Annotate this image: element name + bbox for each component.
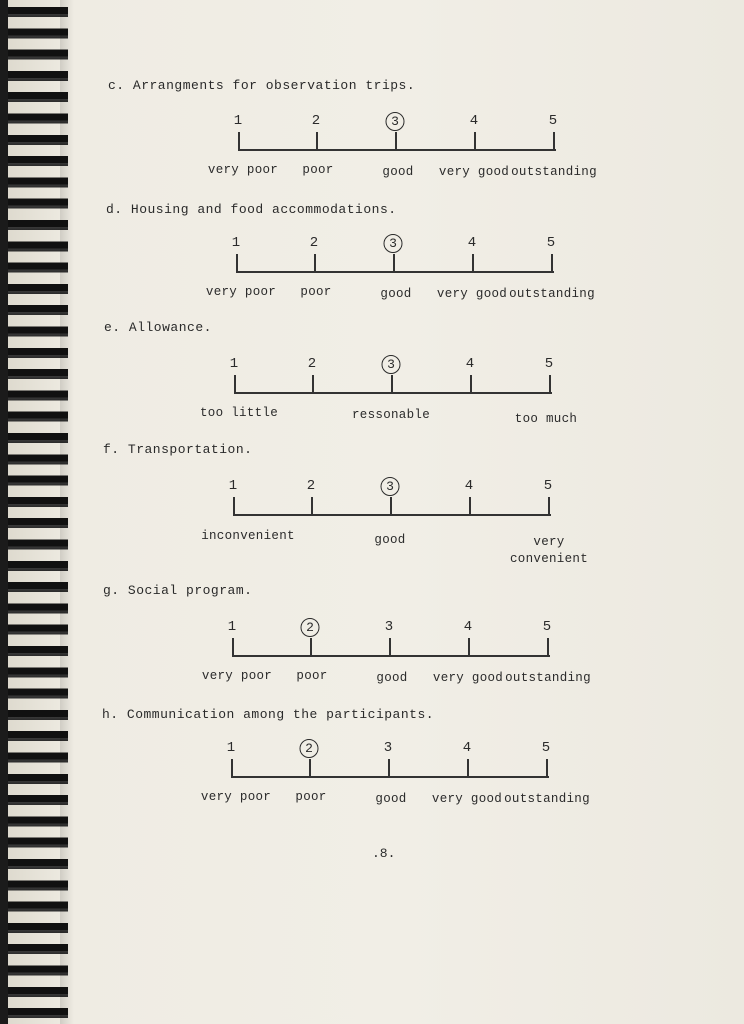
scale-label: poor [295,790,327,804]
rating-number[interactable]: 4 [469,113,479,129]
rating-scale-f [201,478,589,566]
rating-number[interactable]: 5 [546,235,556,251]
scale-tick [232,638,234,656]
scale-tick [472,254,474,272]
scale-tick [551,254,553,272]
selected-rating[interactable]: 3 [386,112,405,131]
scale-label: good [382,165,414,179]
scale-label: poor [296,669,328,683]
scale-line [233,514,551,516]
scale-label: very poor [201,669,273,683]
scale-tick [474,132,476,150]
scale-label: poor [302,163,334,177]
question-heading-g: g. Social program. [103,583,253,598]
rating-number[interactable]: 5 [541,740,551,756]
scale-label: very poor [207,163,279,177]
scale-tick [547,638,549,656]
scale-tick [233,497,235,515]
scale-label: good [376,671,408,685]
scale-label: outstanding [509,287,595,301]
selected-rating[interactable]: 2 [301,618,320,637]
spiral-binding [0,0,68,1024]
rating-scale-e [199,356,578,426]
rating-number[interactable]: 1 [226,740,236,756]
rating-number[interactable]: 4 [465,356,475,372]
selected-rating[interactable]: 3 [384,234,403,253]
scale-tick [236,254,238,272]
scale-tick [390,497,392,515]
rating-number[interactable]: 1 [229,356,239,372]
rating-number[interactable]: 2 [307,356,317,372]
scale-tick [391,375,393,393]
selected-rating[interactable]: 2 [300,739,319,758]
scale-label: too much [514,412,578,426]
scale-tick [234,375,236,393]
scale-tick [395,132,397,150]
scale-label: outstanding [504,792,590,806]
rating-scale-d [205,235,595,305]
scale-label: convenient [509,552,589,566]
scale-label: good [380,287,412,301]
binding-shadow [60,0,74,1024]
scale-label: very good [438,165,510,179]
rating-number[interactable]: 2 [309,235,319,251]
scale-tick [316,132,318,150]
rating-number[interactable]: 2 [306,478,316,494]
rating-number[interactable]: 1 [233,113,243,129]
scale-label: outstanding [511,165,597,179]
scale-label: very good [436,287,508,301]
scale-label: inconvenient [201,529,295,543]
scale-label: very good [432,671,504,685]
rating-number[interactable]: 5 [544,356,554,372]
scale-label: ressonable [351,408,431,422]
selected-rating[interactable]: 3 [382,355,401,374]
scale-line [238,149,556,151]
rating-number[interactable]: 1 [228,478,238,494]
rating-number[interactable]: 2 [311,113,321,129]
rating-number[interactable]: 5 [548,113,558,129]
rating-number[interactable]: 4 [467,235,477,251]
rating-number[interactable]: 4 [464,478,474,494]
scale-tick [553,132,555,150]
scale-line [231,776,549,778]
rating-scale-g [201,619,591,689]
question-heading-h: h. Communication among the participants. [102,707,435,722]
question-heading-d: d. Housing and food accommodations. [106,202,397,217]
rating-number[interactable]: 5 [543,478,553,494]
scale-tick [309,759,311,777]
scale-tick [389,638,391,656]
scale-tick [238,132,240,150]
selected-rating[interactable]: 3 [381,477,400,496]
scale-label: good [374,533,406,547]
rating-number[interactable]: 5 [542,619,552,635]
rating-scale-h [200,740,590,810]
rating-number[interactable]: 3 [383,740,393,756]
scale-tick [546,759,548,777]
scale-label: very [533,535,565,549]
scale-line [236,271,554,273]
question-heading-f: f. Transportation. [103,442,253,457]
scale-tick [467,759,469,777]
scale-tick [231,759,233,777]
question-heading-c: c. Arrangments for observation trips. [108,78,416,93]
rating-number[interactable]: 4 [463,619,473,635]
scale-tick [314,254,316,272]
scale-tick [310,638,312,656]
scale-label: very poor [200,790,272,804]
scale-label: very poor [205,285,277,299]
scale-label: too little [199,406,279,420]
scale-tick [311,497,313,515]
rating-scale-c [207,113,597,183]
rating-number[interactable]: 1 [227,619,237,635]
rating-number[interactable]: 3 [384,619,394,635]
scale-line [234,392,552,394]
scale-tick [470,375,472,393]
rating-number[interactable]: 4 [462,740,472,756]
scale-tick [548,497,550,515]
scale-tick [469,497,471,515]
scale-label: good [375,792,407,806]
scale-tick [549,375,551,393]
scale-tick [312,375,314,393]
scale-tick [393,254,395,272]
scale-line [232,655,550,657]
scale-label: outstanding [505,671,591,685]
question-heading-e: e. Allowance. [104,320,212,335]
scale-label: poor [300,285,332,299]
page-number: .8. [372,846,396,861]
scale-label: very good [431,792,503,806]
scale-tick [468,638,470,656]
scale-tick [388,759,390,777]
rating-number[interactable]: 1 [231,235,241,251]
